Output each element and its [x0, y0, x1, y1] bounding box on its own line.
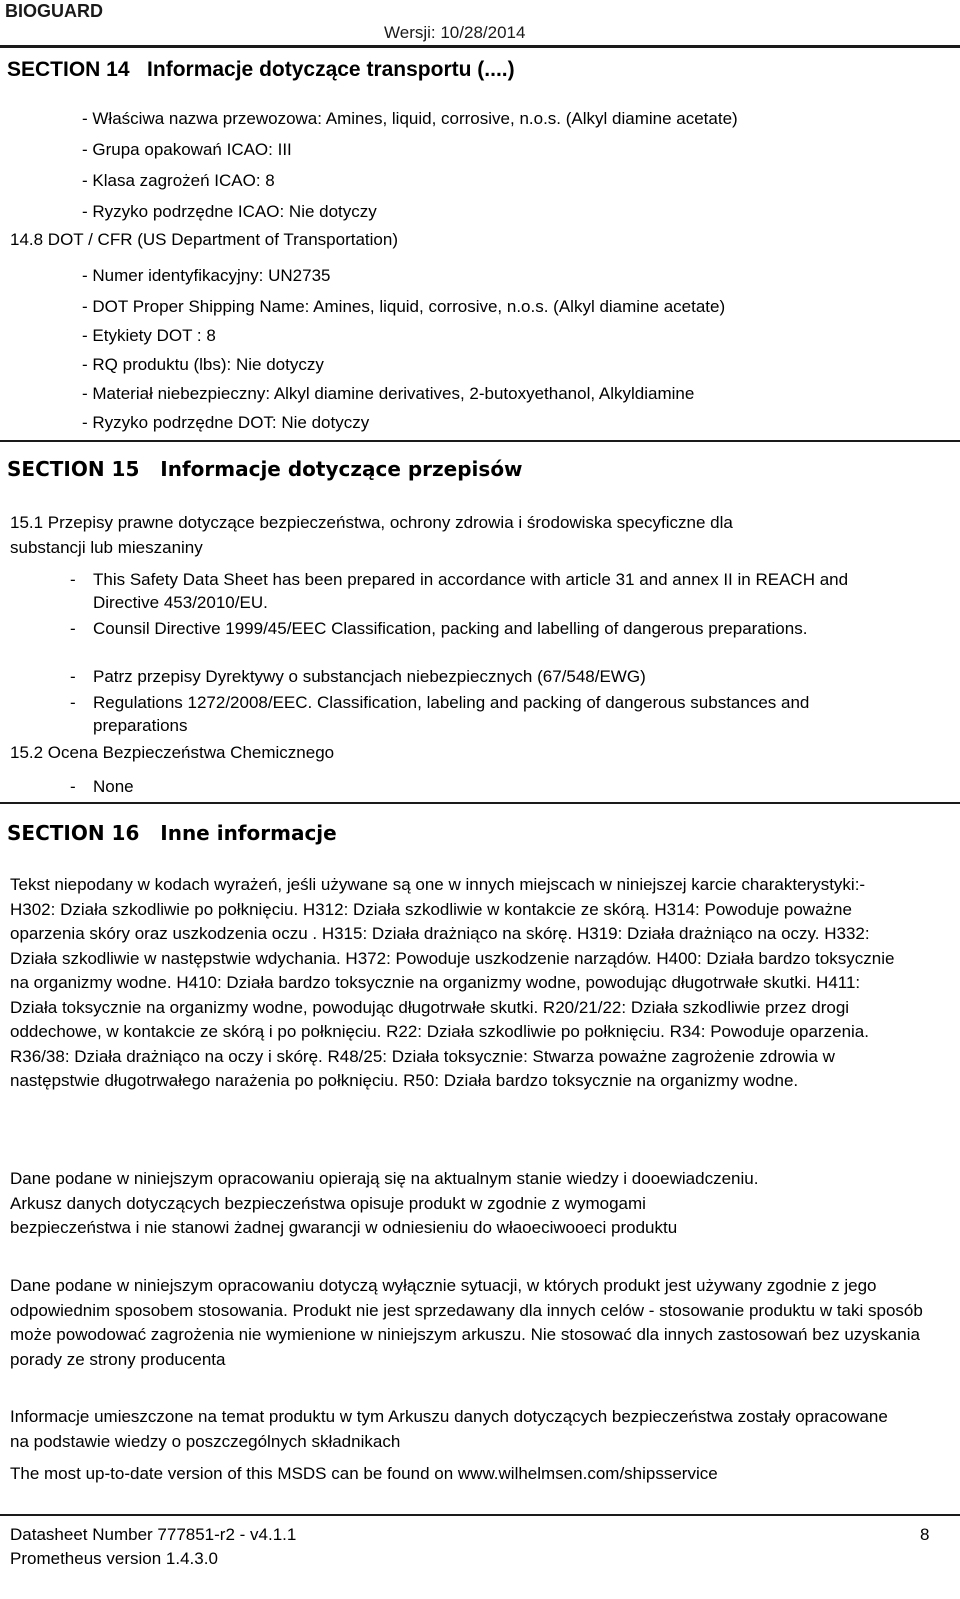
msds-page: BIOGUARD Wersji: 10/28/2014 SECTION 14 Informacje dotyczące transportu (....) - Właściwa nazwa przewozowa: Amines, liquid, corrosive, n.o.s. (Alkyl diamine acetate) - Grupa opakowań ICAO: III - Klasa zagrożeń ICAO: 8 - Ryzyko podrzędne ICAO: Nie dotyczy 14.8 DOT / CFR (US Department of Transportation) - Numer identyfikacyjny: UN2735 - DOT Proper Shipping Name: Amines, liquid, corrosive, n.o.s. (Alkyl diamine acetate) - Etykiety DOT : 8 - RQ produktu (lbs): Nie dotyczy - Materiał niebezpieczny: Alkyl diamine derivatives, 2-butoxyethanol, Alkyldiamine - Ryzyko podrzędne DOT: Nie dotyczy SECTION 15 Informacje dotyczące przepisów 15.1 Przepisy prawne dotyczące bezpieczeństwa, ochrony zdrowia i środowiska specyficzne dla substancji lub mieszaniny - This Safety Data Sheet has been prepared in accordance with article 31 and annex II in REACH and Directive 453/2010/EU. - Counsil Directive 1999/45/EEC Classification, packing and labelling of dangerous preparations. - Patrz przepisy Dyrektywy o substancjach niebezpiecznych (67/548/EWG) - Regulations 1272/2008/EEC. Classification, labeling and packing of dangerous substances and preparations 15.2 Ocena Bezpieczeństwa Chemicznego - None SECTION 16 Inne informacje Tekst niepodany w kodach wyrażeń, jeśli używane są one w innych miejscach w niniejszej karcie charakterystyki:- H302: Działa szkodliwie po połknięciu. H312: Działa szkodliwie w kontakcie ze skórą. H314: Powoduje poważne oparzenia skóry oraz uszkodzenia oczu . H315: Działa drażniąco na skórę. H319: Działa drażniąco na oczy. H332: Działa szkodliwie w następstwie wdychania. H372: Powoduje uszkodzenie narządów. H400: Działa bardzo toksycznie na organizmy wodne. H410: Działa bardzo toksycznie na organizmy wodne, powodując długotrwałe skutki. H411: Działa toksycznie na organizmy wodne, powodując długotrwałe skutki. R20/21/22: Działa szkodliwie przez drogi oddechowe, w kontakcie ze skórą i po połknięciu. R22: Działa szkodliwie po połknięciu. R34: Powoduje oparzenia. R36/38: Działa drażniąco na oczy i skórę. R48/25: Działa toksycznie: Stwarza poważne zagrożenie zdrowia w następstwie długotrwałego narażenia po połknięciu. R50: Działa bardzo toksycznie na organizmy wodne. Dane podane w niniejszym opracowaniu opierają się na aktualnym stanie wiedzy i dooewiadczeniu. Arkusz danych dotyczących bezpieczeństwa opisuje produkt w zgodnie z wymogami bezpieczeństwa i nie stanowi żadnej gwarancji w odniesieniu do właoeciwooeci produktu Dane podane w niniejszym opracowaniu dotyczą wyłącznie sytuacji, w których produkt jest używany zgodnie z jego odpowiednim sposobem stosowania. Produkt nie jest sprzedawany dla innych celów - stosowanie produktu w taki sposób może powodować zagrożenia nie wymienione w niniejszym arkuszu. Nie stosować dla innych zastosowań bez uzyskania porady ze strony producenta Informacje umieszczone na temat produktu w tym Arkuszu danych dotyczących bezpieczeństwa zostały opracowane na podstawie wiedzy o poszczególnych składnikach The most up-to-date version of this MSDS can be found on www.wilhelmsen.com/shipsservice Datasheet Number 777851-r2 - v4.1.1 Prometheus version 1.4.3.0 8 [0, 0, 960, 1599]
section-16-title [7, 821, 337, 845]
usage-paragraph: Dane podane w niniejszym opracowaniu dotyczą wyłącznie sytuacji, w których produkt jest używany zgodnie z jego odpowiednim sposobem stosowania. Produkt nie jest sprzedawany dla innych celów - stosowanie produktu w taki sposób może powodować zagrożenia nie wymienione w niniejszym arkuszu. Nie stosować dla innych zastosowań bez uzyskania porady ze strony producenta [10, 1276, 923, 1369]
composition-note: Informacje umieszczone na temat produktu w tym Arkuszu danych dotyczących bezpieczeństwa zostały opracowane na podstawie wiedzy o poszczególnych składnikach [10, 1407, 888, 1451]
section-divider [0, 802, 960, 804]
icao-item: - Właściwa nazwa przewozowa: Amines, liquid, corrosive, n.o.s. (Alkyl diamine acetate) [82, 109, 738, 128]
page-number: 8 [920, 1525, 930, 1544]
dot-item: - Etykiety DOT : 8 [82, 326, 216, 345]
dot-item: - RQ produktu (lbs): Nie dotyczy [82, 355, 324, 374]
hazard-phrases-paragraph: Tekst niepodany w kodach wyrażeń, jeśli używane są one w innych miejscach w niniejszej karcie charakterystyki:- H302: Działa szkodliwie po połknięciu. H312: Działa szkodliwie w kontakcie ze skórą. H314: Powoduje poważne oparzenia skóry oraz uszkodzenia oczu . H315: Działa drażniąco na skórę. H319: Działa drażniąco na oczy. H332: Działa szkodliwie w następstwie wdychania. H372: Powoduje uszkodzenie narządów. H400: Działa bardzo toksycznie na organizmy wodne. H410: Działa bardzo toksycznie na organizmy wodne, powodując długotrwałe skutki. H411: Działa toksycznie na organizmy wodne, powodując długotrwałe skutki. R20/21/22: Działa szkodliwie przez drogi oddechowe, w kontakcie ze skórą i po połknięciu. R22: Działa szkodliwie po połknięciu. R34: Powoduje oparzenia. R36/38: Działa drażniąco na oczy i skórę. R48/25: Działa toksycznie: Stwarza poważne zagrożenie zdrowia w następstwie długotrwałego narażenia po połknięciu. R50: Działa bardzo toksycznie na organizmy wodne. [10, 875, 895, 1090]
dot-item: - Ryzyko podrzędne DOT: Nie dotyczy [82, 413, 370, 432]
dot-heading: 14.8 DOT / CFR (US Department of Transportation) [10, 230, 398, 249]
section-divider [0, 440, 960, 442]
disclaimer-paragraph: Dane podane w niniejszym opracowaniu opierają się na aktualnym stanie wiedzy i dooewiadczeniu. Arkusz danych dotyczących bezpieczeństwa opisuje produkt w zgodnie z wymogami bezpieczeństwa i nie stanowi żadnej gwarancji w odniesieniu do właoeciwooeci produktu [10, 1169, 759, 1237]
regulation-item: Patrz przepisy Dyrektywy o substancjach niebezpiecznych (67/548/EWG) [93, 667, 646, 686]
regulation-item: Regulations 1272/2008/EEC. Classification, labeling and packing of dangerous substances and preparations [93, 693, 810, 735]
section-number: SECTION 15 [7, 457, 140, 481]
icao-item: - Grupa opakowań ICAO: III [82, 140, 292, 159]
section-number: SECTION 16 [7, 821, 140, 845]
version-date: Wersji: 10/28/2014 [384, 23, 526, 42]
datasheet-number: Datasheet Number 777851-r2 - v4.1.1 [10, 1525, 297, 1544]
footer-divider [0, 1514, 960, 1516]
dot-item: - Numer identyfikacyjny: UN2735 [82, 266, 331, 285]
assessment-item: None [93, 777, 134, 796]
latest-version-note: The most up-to-date version of this MSDS can be found on www.wilhelmsen.com/shipsservice [10, 1464, 718, 1483]
icao-item: - Klasa zagrożeń ICAO: 8 [82, 171, 275, 190]
section-14-title: SECTION 14 Informacje dotyczące transportu (....) [7, 58, 515, 81]
dot-item: - Materiał niebezpieczny: Alkyl diamine derivatives, 2-butoxyethanol, Alkyldiamine [82, 384, 695, 403]
section-15-title [7, 457, 523, 481]
regulation-item: This Safety Data Sheet has been prepared in accordance with article 31 and annex II in REACH and Directive 453/2010/EU. [93, 570, 849, 612]
subsection-15-1-heading: 15.1 Przepisy prawne dotyczące bezpieczeństwa, ochrony zdrowia i środowiska specyficzne dla substancji lub mieszaniny [10, 513, 733, 557]
subsection-15-2-heading: 15.2 Ocena Bezpieczeństwa Chemicznego [10, 743, 335, 762]
icao-item: - Ryzyko podrzędne ICAO: Nie dotyczy [82, 202, 377, 221]
brand-name: BIOGUARD [5, 1, 103, 21]
dot-item: - DOT Proper Shipping Name: Amines, liquid, corrosive, n.o.s. (Alkyl diamine acetate) [82, 297, 726, 316]
section-name: Informacje dotyczące przepisów [160, 457, 523, 481]
regulation-item: Counsil Directive 1999/45/EEC Classification, packing and labelling of dangerous preparations. [93, 619, 808, 638]
header-divider [0, 45, 960, 48]
software-version: Prometheus version 1.4.3.0 [10, 1549, 218, 1568]
section-name: Inne informacje [160, 821, 337, 845]
